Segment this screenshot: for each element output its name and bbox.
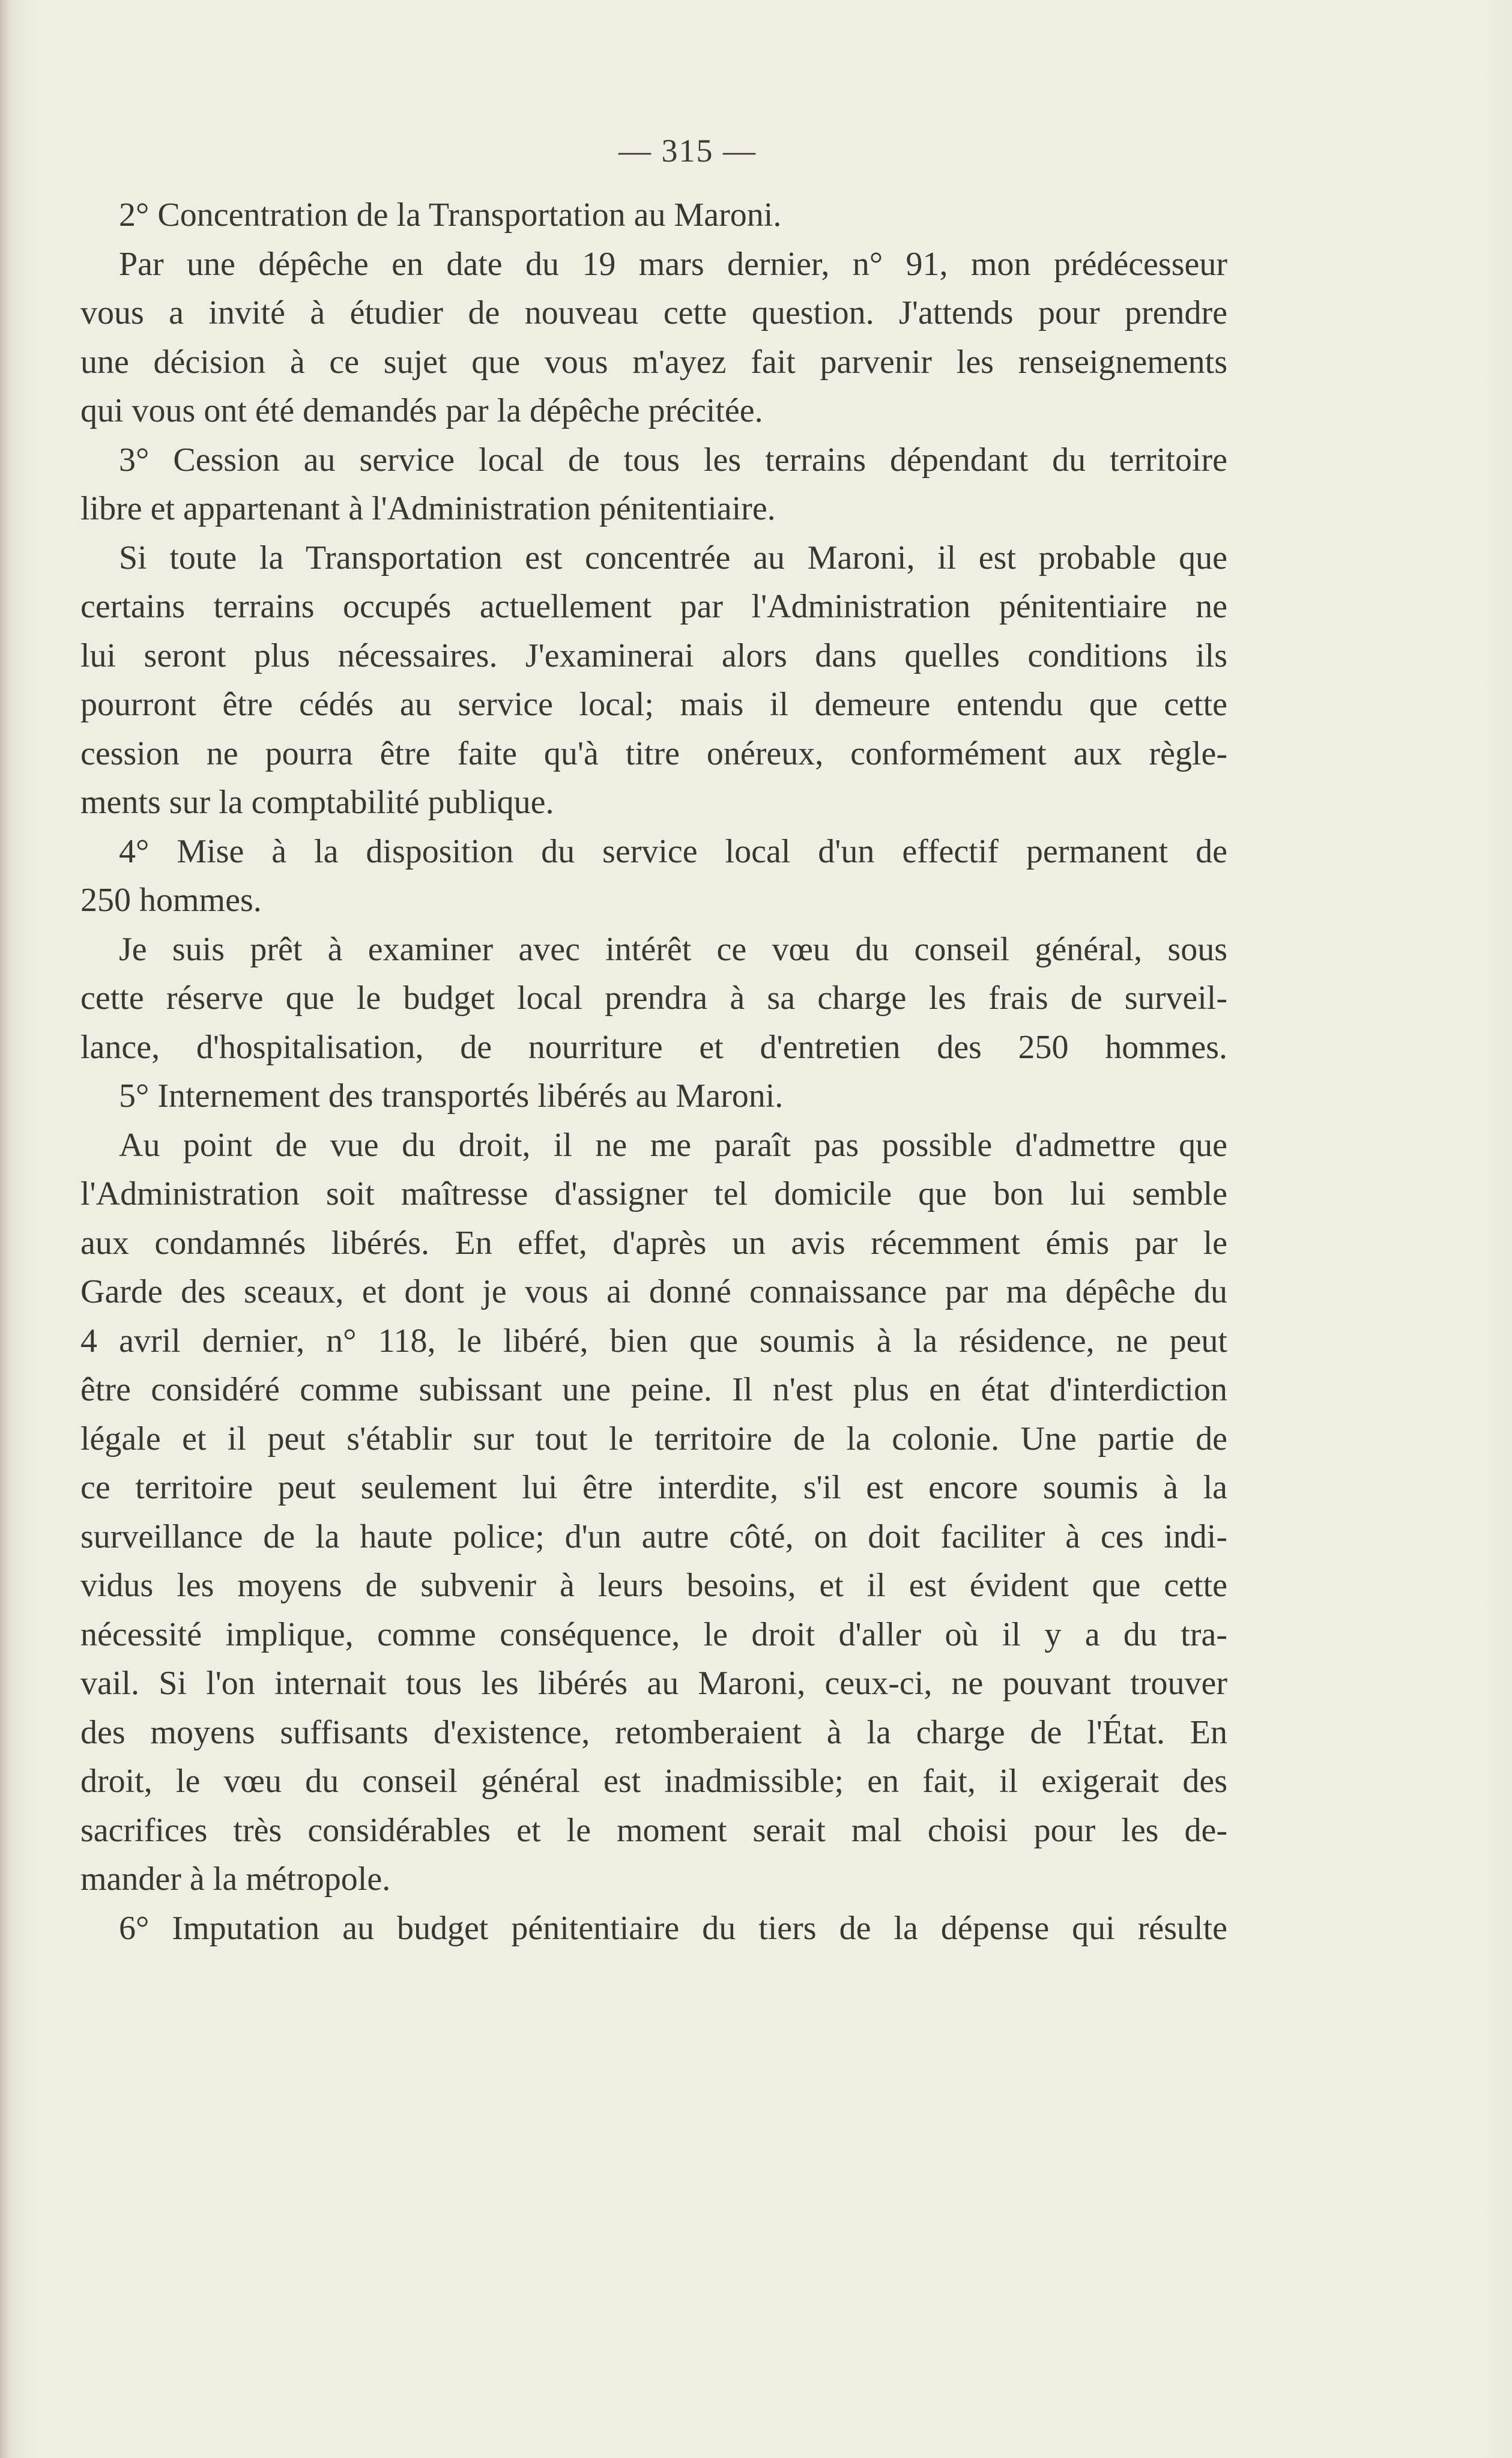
text-line: 4 avril dernier, n° 118, le libéré, bien que soumis à la résidence, ne peut	[80, 1322, 1227, 1360]
text-line: vail. Si l'on internait tous les libérés au Maroni, ceux-ci, ne pouvant trouver	[80, 1665, 1227, 1702]
text-line: nécessité implique, comme conséquence, le droit d'aller où il y a du tra-	[80, 1615, 1227, 1653]
body-text	[80, 191, 1227, 1953]
text-line: certains terrains occupés actuellement par l'Administration pénitentiaire ne	[80, 588, 1227, 625]
text-line: légale et il peut s'établir sur tout le territoire de la colonie. Une partie de	[80, 1420, 1227, 1458]
text-line: lui seront plus nécessaires. J'examinerai alors dans quelles conditions ils	[80, 637, 1227, 674]
text-line: vous a invité à étudier de nouveau cette question. J'attends pour prendre	[80, 294, 1227, 331]
text-line: Au point de vue du droit, il ne me paraît pas possible d'admettre que	[119, 1126, 1227, 1164]
heading-mise-a-disposition: 4° Mise à la disposition du service local d'un effectif permanent de	[119, 832, 1227, 870]
text-line: Par une dépêche en date du 19 mars dernier, n° 91, mon prédécesseur	[119, 245, 1227, 283]
text-line: Si toute la Transportation est concentrée au Maroni, il est probable que	[119, 539, 1227, 577]
text-line: pourront être cédés au service local; mais il demeure entendu que cette	[80, 686, 1227, 723]
text-line: Je suis prêt à examiner avec intérêt ce vœu du conseil général, sous	[119, 930, 1227, 968]
text-line: aux condamnés libérés. En effet, d'après un avis récemment émis par le	[80, 1224, 1227, 1262]
text-line: surveillance de la haute police; d'un autre côté, on doit faciliter à ces indi-	[80, 1518, 1227, 1555]
text-line: une décision à ce sujet que vous m'ayez fait parvenir les renseignements	[80, 343, 1227, 381]
text-line: vidus les moyens de subvenir à leurs besoins, et il est évident que cette	[80, 1567, 1227, 1604]
text-line: ce territoire peut seulement lui être interdite, s'il est encore soumis à la	[80, 1469, 1227, 1506]
text-line: qui vous ont été demandés par la dépêche précitée.	[80, 392, 763, 429]
text-line: 250 hommes.	[80, 882, 262, 919]
heading-internement: 5° Internement des transportés libérés au Maroni.	[119, 1077, 784, 1115]
page-number: — 315 —	[618, 133, 757, 169]
text-line: libre et appartenant à l'Administration pénitentiaire.	[80, 490, 776, 527]
text-line: droit, le vœu du conseil général est inadmissible; en fait, il exigerait des	[80, 1763, 1227, 1800]
heading-imputation: 6° Imputation au budget pénitentiaire du tiers de la dépense qui résulte	[119, 1909, 1227, 1947]
text-line: Garde des sceaux, et dont je vous ai donné connaissance par ma dépêche du	[80, 1273, 1227, 1310]
heading-concentration: 2° Concentration de la Transportation au Maroni.	[119, 196, 782, 234]
text-line: cession ne pourra être faite qu'à titre onéreux, conformément aux règle-	[80, 734, 1227, 772]
text-line: lance, d'hospitalisation, de nourriture et d'entretien des 250 hommes.	[80, 1028, 1227, 1066]
text-line: être considéré comme subissant une peine. Il n'est plus en état d'interdiction	[80, 1371, 1227, 1408]
text-line: ments sur la comptabilité publique.	[80, 784, 554, 821]
text-line: sacrifices très considérables et le moment serait mal choisi pour les de-	[80, 1811, 1227, 1849]
text-line: l'Administration soit maîtresse d'assigner tel domicile que bon lui semble	[80, 1175, 1227, 1212]
text-line: des moyens suffisants d'existence, retomberaient à la charge de l'État. En	[80, 1713, 1227, 1751]
text-line: cette réserve que le budget local prendra à sa charge les frais de surveil-	[80, 979, 1227, 1017]
text-line: mander à la métropole.	[80, 1860, 391, 1898]
heading-cession: 3° Cession au service local de tous les terrains dépendant du territoire	[119, 441, 1227, 479]
